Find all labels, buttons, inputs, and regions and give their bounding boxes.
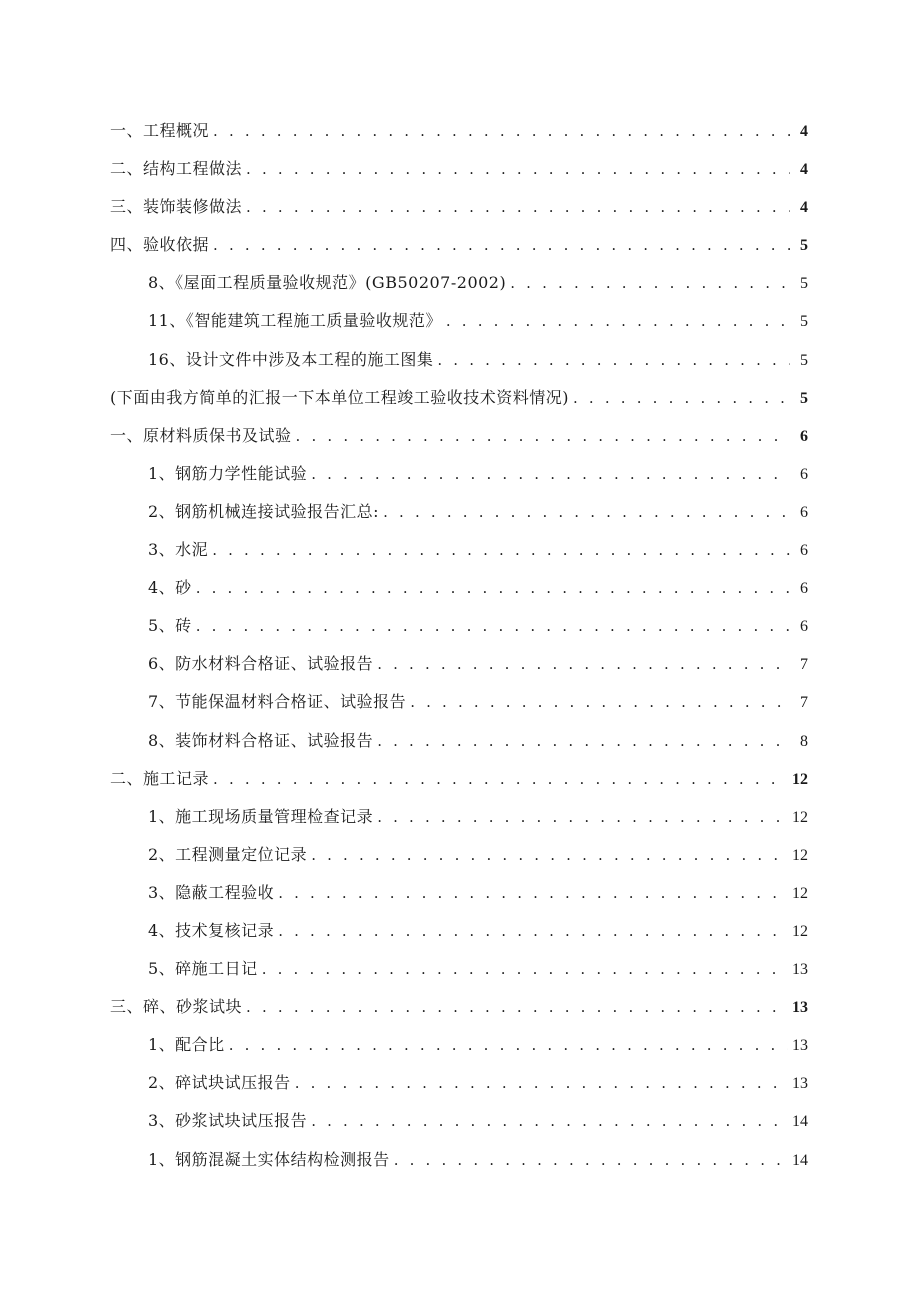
toc-page-number: 4: [800, 199, 808, 217]
toc-entry-25[interactable]: [110, 1026, 808, 1064]
toc-entry-7[interactable]: [110, 341, 808, 379]
toc-dot-leader: [213, 226, 790, 264]
toc-entry-label: 2、碎试块试压报告: [148, 1073, 291, 1093]
toc-entry-12[interactable]: [110, 531, 808, 569]
toc-entry-label: 6、防水材料合格证、试验报告: [148, 654, 374, 674]
toc-dot-leader: [377, 645, 790, 683]
toc-page-number: 6: [800, 542, 808, 560]
toc-dot-leader: [383, 493, 790, 531]
toc-entry-16[interactable]: [110, 683, 808, 721]
toc-entry-label: 四、验收依据: [110, 235, 210, 255]
toc-entry-label: 4、技术复核记录: [148, 920, 275, 940]
toc-page-number: 5: [800, 313, 808, 331]
toc-page-number: 5: [800, 275, 808, 293]
toc-page-number: 4: [800, 161, 808, 179]
toc-dot-leader: [212, 531, 790, 569]
toc-page-number: 12: [792, 770, 808, 788]
toc-entry-20[interactable]: [110, 836, 808, 874]
toc-page-number: 12: [792, 922, 808, 940]
toc-entry-label: 一、工程概况: [110, 121, 210, 140]
toc-page-number: 14: [792, 1113, 808, 1131]
toc-dot-leader: [510, 264, 790, 302]
toc-page-number: 5: [800, 237, 808, 255]
toc-dot-leader: [278, 874, 788, 912]
toc-entry-10[interactable]: [110, 455, 808, 493]
toc-entry-22[interactable]: [110, 912, 808, 950]
toc-entry-label: 1、配合比: [148, 1035, 225, 1055]
toc-entry-label: 2、钢筋机械连接试验报告汇总:: [148, 501, 380, 521]
toc-page-number: 13: [792, 961, 808, 979]
toc-entry-15[interactable]: [110, 645, 808, 683]
toc-dot-leader: [573, 379, 790, 417]
toc-page-number: 6: [800, 618, 808, 636]
toc-dot-leader: [311, 836, 788, 874]
toc-entry-2[interactable]: [110, 150, 808, 188]
toc-entry-label: 二、施工记录: [110, 768, 210, 788]
toc-entry-3[interactable]: [110, 188, 808, 226]
toc-dot-leader: [377, 722, 790, 760]
toc-entry-label: 1、钢筋力学性能试验: [148, 463, 308, 483]
toc-entry-label: 2、工程测量定位记录: [148, 844, 308, 864]
toc-page-number: 13: [792, 1037, 808, 1055]
toc-entry-5[interactable]: [110, 264, 808, 302]
toc-entry-19[interactable]: [110, 798, 808, 836]
toc-entry-label: 3、水泥: [148, 540, 209, 560]
toc-entry-label: 16、设计文件中涉及本工程的施工图集: [148, 349, 434, 369]
toc-dot-leader: [196, 569, 790, 607]
toc-page-number: 7: [800, 656, 808, 674]
toc-dot-leader: [213, 760, 788, 798]
toc-dot-leader: [377, 798, 788, 836]
toc-entry-label: 三、装饰装修做法: [110, 197, 243, 217]
toc-dot-leader: [295, 1064, 788, 1102]
toc-page-number: 6: [800, 580, 808, 598]
toc-dot-leader: [446, 302, 790, 340]
toc-page-number: 4: [800, 123, 808, 140]
toc-page-number: 13: [792, 999, 808, 1017]
toc-page-number: 7: [800, 694, 808, 712]
toc-entry-28[interactable]: [110, 1141, 808, 1179]
toc-entry-27[interactable]: [110, 1102, 808, 1140]
toc-entry-label: 1、施工现场质量管理检查记录: [148, 806, 374, 826]
toc-dot-leader: [246, 988, 788, 1026]
toc-page-number: 8: [800, 732, 808, 750]
toc-entry-label: 3、砂浆试块试压报告: [148, 1111, 308, 1131]
toc-entry-label: 8、装饰材料合格证、试验报告: [148, 730, 374, 750]
toc-page-number: 5: [800, 389, 808, 407]
toc-entry-4[interactable]: [110, 226, 808, 264]
toc-entry-label: 3、隐蔽工程验收: [148, 882, 275, 902]
toc-dot-leader: [262, 950, 788, 988]
table-of-contents: [110, 112, 808, 1179]
toc-page-number: 12: [792, 884, 808, 902]
toc-entry-18[interactable]: [110, 760, 808, 798]
toc-entry-label: 5、碎施工日记: [148, 959, 258, 979]
toc-dot-leader: [311, 455, 790, 493]
toc-page-number: 6: [800, 465, 808, 483]
toc-page-number: 12: [792, 846, 808, 864]
toc-entry-label: 二、结构工程做法: [110, 159, 243, 179]
toc-page-number: 12: [792, 808, 808, 826]
toc-page-number: 13: [792, 1075, 808, 1093]
toc-entry-9[interactable]: [110, 417, 808, 455]
toc-dot-leader: [394, 1141, 788, 1179]
toc-entry-label: 1、钢筋混凝土实体结构检测报告: [148, 1149, 390, 1169]
toc-page-number: 5: [800, 351, 808, 369]
toc-dot-leader: [278, 912, 788, 950]
toc-dot-leader: [410, 683, 790, 721]
toc-entry-label: 11、《智能建筑工程施工质量验收规范》: [148, 311, 442, 331]
toc-page-number: 14: [792, 1151, 808, 1169]
toc-entry-26[interactable]: [110, 1064, 808, 1102]
toc-dot-leader: [196, 607, 790, 645]
toc-entry-23[interactable]: [110, 950, 808, 988]
toc-dot-leader: [246, 150, 790, 188]
toc-entry-21[interactable]: [110, 874, 808, 912]
toc-entry-17[interactable]: [110, 722, 808, 760]
toc-entry-label: (下面由我方简单的汇报一下本单位工程竣工验收技术资料情况): [110, 387, 569, 407]
toc-page-number: 6: [800, 503, 808, 521]
toc-entry-13[interactable]: [110, 569, 808, 607]
toc-entry-1[interactable]: [110, 112, 808, 150]
toc-dot-leader: [229, 1026, 788, 1064]
toc-entry-label: 4、砂: [148, 578, 192, 598]
toc-page-number: 6: [800, 427, 808, 445]
toc-dot-leader: [296, 417, 790, 455]
toc-entry-8[interactable]: [110, 379, 808, 417]
toc-entry-label: 8、《屋面工程质量验收规范》(GB50207-2002): [148, 273, 507, 293]
toc-entry-label: 5、砖: [148, 616, 192, 636]
toc-entry-label: 一、原材料质保书及试验: [110, 425, 292, 445]
toc-entry-24[interactable]: [110, 988, 808, 1026]
toc-entry-label: 7、节能保温材料合格证、试验报告: [148, 692, 407, 712]
toc-entry-11[interactable]: [110, 493, 808, 531]
toc-dot-leader: [213, 112, 790, 150]
toc-entry-label: 三、碎、砂浆试块: [110, 997, 243, 1017]
toc-dot-leader: [311, 1102, 788, 1140]
toc-entry-14[interactable]: [110, 607, 808, 645]
toc-dot-leader: [437, 341, 790, 379]
toc-entry-6[interactable]: [110, 302, 808, 340]
toc-dot-leader: [246, 188, 790, 226]
